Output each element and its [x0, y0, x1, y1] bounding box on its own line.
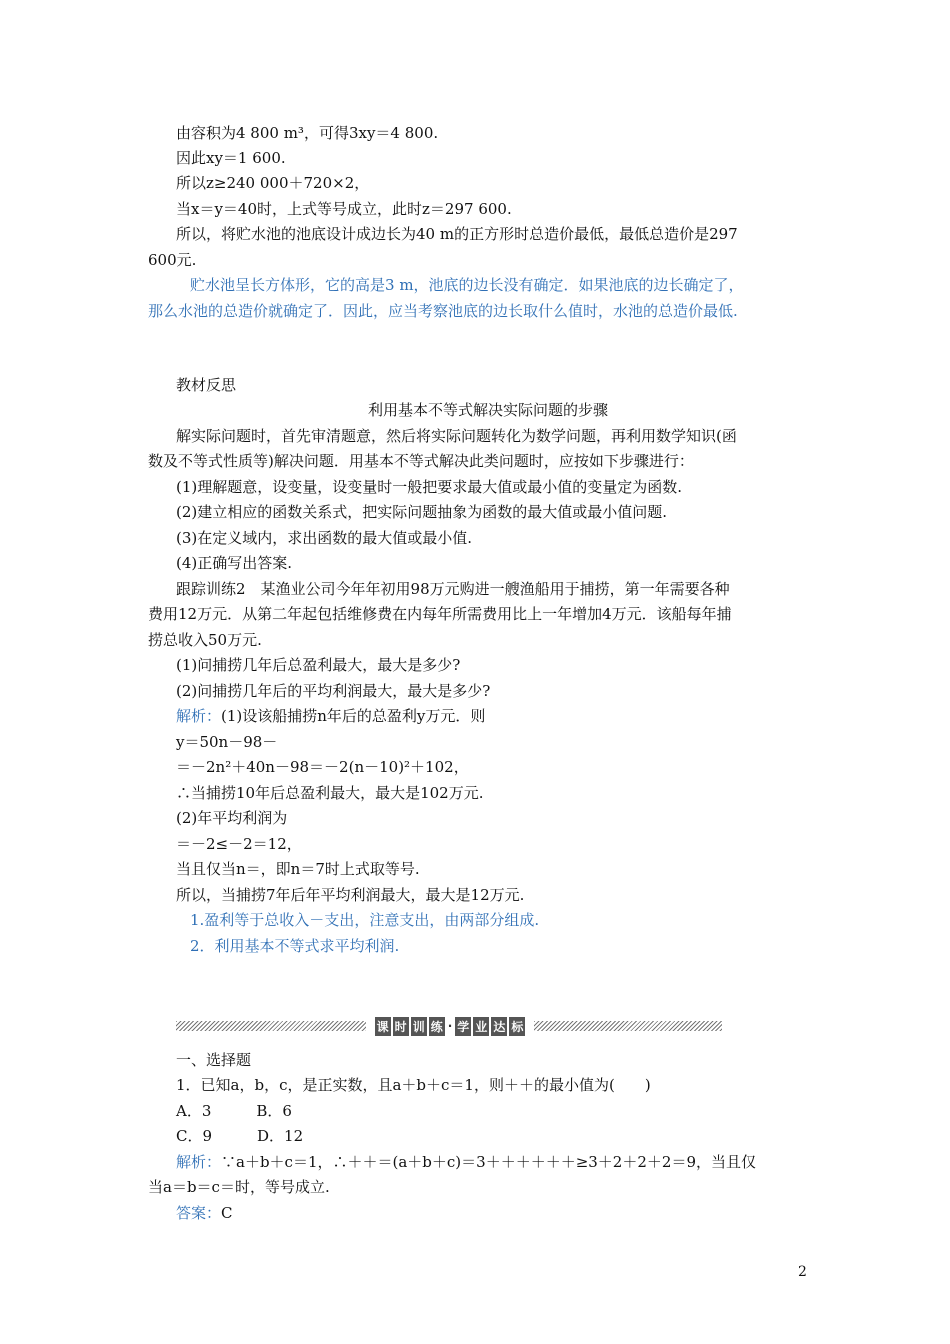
hatch-decoration: [534, 1021, 722, 1031]
reflection-line: (1)理解题意，设变量，设变量时一般把要求最大值或最小值的变量定为函数.: [176, 478, 683, 496]
section-title: 一、选择题: [176, 1051, 252, 1069]
answer-label: 答案：: [176, 1204, 222, 1222]
reflection-heading: 教材反思: [176, 376, 237, 394]
text-line: 因此xy＝1 600.: [176, 149, 286, 167]
banner-char: 时: [393, 1017, 409, 1036]
solution-label: 解析：: [176, 707, 222, 725]
text-line: 当x＝y＝40时，上式等号成立，此时z＝297 600.: [176, 200, 512, 218]
answer-line: [176, 1203, 856, 1223]
note-line: 2．利用基本不等式求平均利润.: [190, 937, 400, 955]
text-line: 所以z≥240 000＋720×2，: [176, 174, 370, 192]
question-text: 1．已知a，b，c，是正实数，且a＋b＋c＝1，则＋＋的最小值为( ): [176, 1076, 651, 1094]
solution-line: 当a＝b＝c＝时，等号成立.: [148, 1178, 330, 1196]
banner-separator: ·: [447, 1019, 453, 1033]
exercise-line: 捞总收入50万元.: [148, 631, 262, 649]
reflection-line: 解实际问题时，首先审清题意，然后将实际问题转化为数学问题，再利用数学知识(函: [176, 427, 737, 445]
exercise-line: 费用12万元．从第二年起包括维修费在内每年所需费用比上一年增加4万元．该船每年捕: [148, 605, 732, 623]
reflection-line: (3)在定义域内，求出函数的最大值或最小值.: [176, 529, 473, 547]
text-line: 由容积为4 800 m³，可得3xy＝4 800.: [176, 124, 439, 142]
note-line: 贮水池呈长方体形，它的高是3 m，池底的边长没有确定．如果池底的边长确定了，: [190, 276, 744, 294]
text-line: 600元.: [148, 251, 197, 269]
answer-text: C: [221, 1204, 233, 1222]
solution-line: y＝50n－98－: [176, 733, 278, 751]
banner-char: 课: [375, 1017, 391, 1036]
exercise-line: (1)问捕捞几年后总盈利最大，最大是多少?: [176, 656, 461, 674]
note-line: 那么水池的总造价就确定了．因此，应当考察池底的边长取什么值时，水池的总造价最低.: [148, 302, 738, 320]
solution-text: ∵a＋b＋c＝1，∴＋＋＝(a＋b＋c)＝3＋＋＋＋＋＋≥3＋2＋2＋2＝9，当且仅: [221, 1153, 756, 1171]
question-options: A．3 B．6: [176, 1102, 292, 1120]
solution-line: 当且仅当n＝，即n＝7时上式取等号.: [176, 860, 420, 878]
solution-label: 解析：: [176, 1153, 222, 1171]
solution-line: [176, 706, 856, 726]
note-line: 1.盈利等于总收入－支出，注意支出，由两部分组成.: [190, 911, 540, 929]
solution-line: ＝－2n²＋40n－98＝－2(n－10)²＋102，: [176, 758, 469, 776]
solution-line: ＝－2≤－2＝12，: [176, 835, 302, 853]
solution-line: (2)年平均利润为: [176, 809, 288, 827]
banner-char: 学: [455, 1017, 471, 1036]
exercise-line: (2)问捕捞几年后的平均利润最大，最大是多少?: [176, 682, 491, 700]
banner-char: 达: [491, 1017, 507, 1036]
banner-char: 训: [411, 1017, 427, 1036]
banner-char: 标: [509, 1017, 525, 1036]
solution-line: ∴当捕捞10年后总盈利最大，最大是102万元.: [176, 784, 484, 802]
exercise-line: 跟踪训练2 某渔业公司今年年初用98万元购进一艘渔船用于捕捞，第一年需要各种: [176, 580, 730, 598]
reflection-line: (4)正确写出答案.: [176, 554, 293, 572]
hatch-decoration: [176, 1021, 366, 1031]
reflection-title: 利用基本不等式解决实际问题的步骤: [367, 401, 608, 419]
section-divider: [176, 1017, 722, 1037]
solution-line: [176, 1152, 856, 1172]
banner-char: 练: [429, 1017, 445, 1036]
question-options: C．9 D．12: [176, 1127, 304, 1145]
banner-char: 业: [473, 1017, 489, 1036]
solution-text: (1)设该船捕捞n年后的总盈利y万元．则: [221, 707, 486, 725]
reflection-line: 数及不等式性质等)解决问题．用基本不等式解决此类问题时，应按如下步骤进行：: [148, 452, 694, 470]
reflection-line: (2)建立相应的函数关系式，把实际问题抽象为函数的最大值或最小值问题.: [176, 503, 668, 521]
section-banner: [370, 1017, 530, 1035]
page-number: 2: [798, 1264, 807, 1280]
text-line: 所以，将贮水池的池底设计成边长为40 m的正方形时总造价最低，最低总造价是297: [176, 225, 738, 243]
solution-line: 所以，当捕捞7年后年平均利润最大，最大是12万元.: [176, 886, 525, 904]
